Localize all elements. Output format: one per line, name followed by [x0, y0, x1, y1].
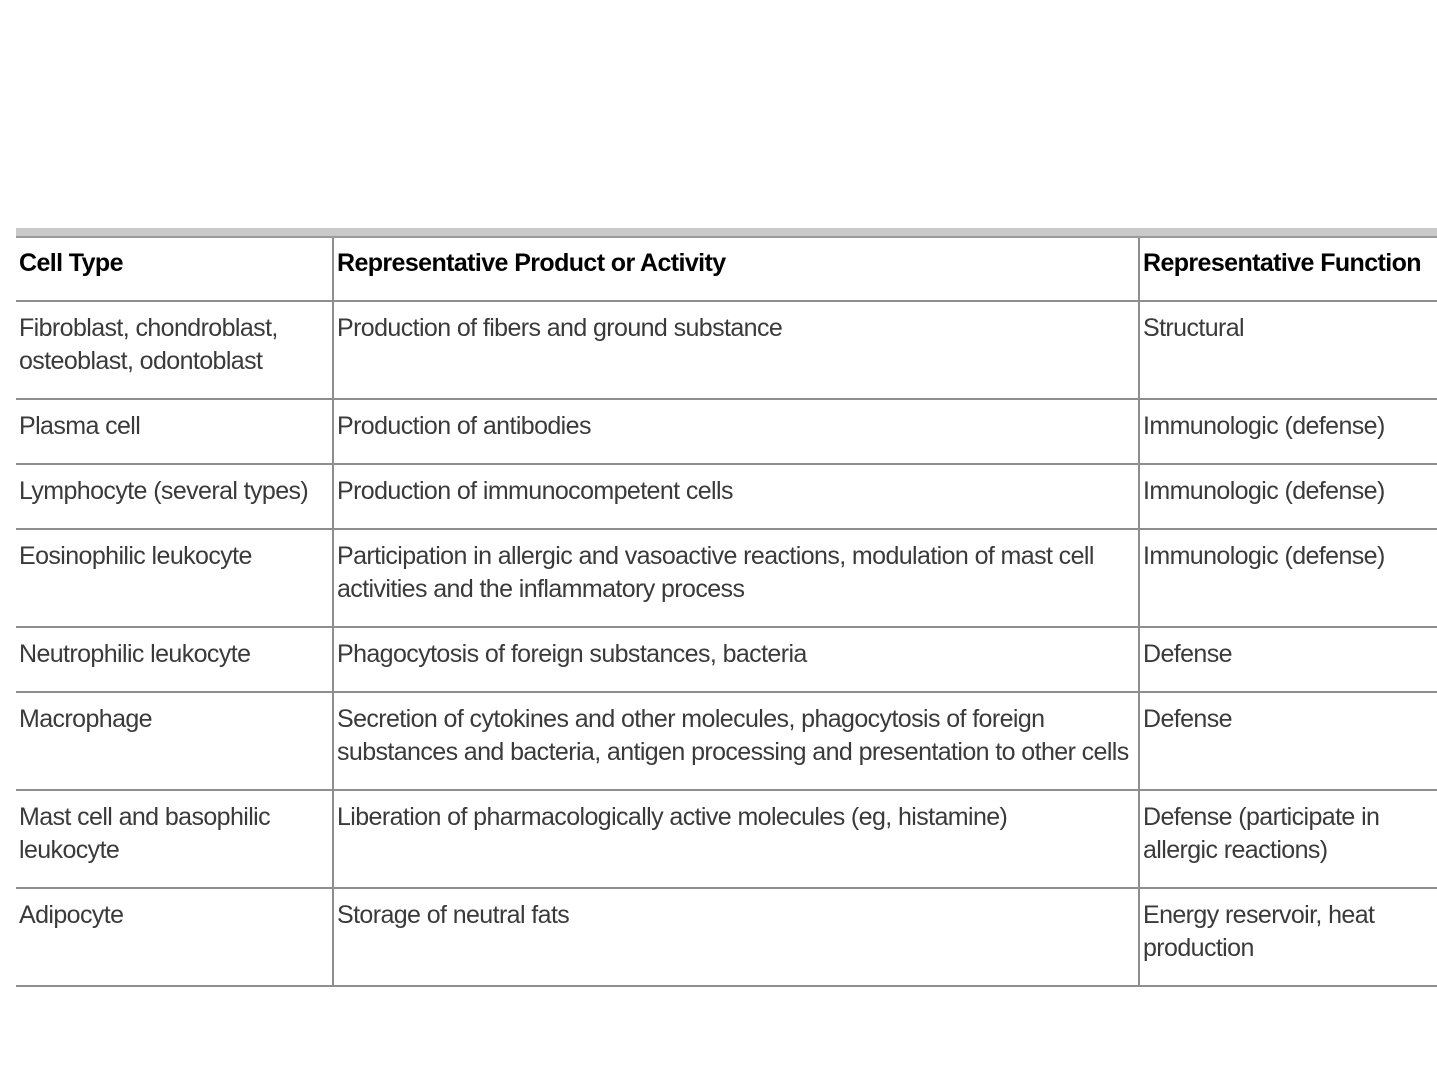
cell-type-cell-line: Mast cell and basophilic	[19, 803, 271, 831]
function-cell-line: Defense	[1143, 705, 1232, 733]
function-cell	[1139, 399, 1437, 464]
product-cell-line: Secretion of cytokines and other molecules, phagocytosis of foreign	[337, 705, 1045, 733]
cell-type-cell	[16, 888, 333, 986]
product-cell	[333, 301, 1139, 399]
function-cell	[1139, 888, 1437, 986]
table-top-rule	[16, 228, 1437, 238]
cell-type-cell	[16, 301, 333, 399]
product-cell	[333, 692, 1139, 790]
product-cell-line: Production of fibers and ground substance	[337, 314, 783, 342]
function-cell-line: Energy reservoir, heat	[1143, 901, 1375, 929]
product-cell-line: Storage of neutral fats	[337, 901, 570, 929]
cell-type-cell-line: Neutrophilic leukocyte	[19, 640, 251, 668]
table-row	[16, 692, 1437, 790]
cell-type-cell	[16, 790, 333, 888]
header-row	[16, 238, 1437, 301]
connective-tissue-cells-table	[16, 228, 1437, 987]
product-cell-line: substances and bacteria, antigen processing and presentation to other cells	[337, 738, 1129, 766]
header-cell-type: Cell Type	[16, 238, 333, 301]
function-cell	[1139, 529, 1437, 627]
cell-type-cell-line: Plasma cell	[19, 412, 141, 440]
product-cell-line: Phagocytosis of foreign substances, bacteria	[337, 640, 807, 668]
function-cell-line: allergic reactions)	[1143, 836, 1328, 864]
cell-type-cell-line: Macrophage	[19, 705, 152, 733]
function-cell-line: Defense	[1143, 640, 1232, 668]
product-cell	[333, 529, 1139, 627]
function-cell-line: Defense (participate in	[1143, 803, 1380, 831]
product-cell	[333, 399, 1139, 464]
product-cell-line: Production of antibodies	[337, 412, 591, 440]
table-row	[16, 627, 1437, 692]
cell-type-cell-line: Adipocyte	[19, 901, 124, 929]
function-cell	[1139, 692, 1437, 790]
cell-type-cell	[16, 692, 333, 790]
cell-type-cell-line: Eosinophilic leukocyte	[19, 542, 252, 570]
cell-type-cell-line: Lymphocyte (several types)	[19, 477, 309, 505]
function-cell-line: Immunologic (defense)	[1143, 477, 1385, 505]
function-cell-line: Immunologic (defense)	[1143, 542, 1385, 570]
cell-type-cell-line: osteoblast, odontoblast	[19, 347, 263, 375]
cell-type-cell-line: leukocyte	[19, 836, 120, 864]
product-cell	[333, 790, 1139, 888]
function-cell	[1139, 790, 1437, 888]
cell-type-cell	[16, 464, 333, 529]
table-row	[16, 464, 1437, 529]
function-cell	[1139, 464, 1437, 529]
header-product: Representative Product or Activity	[333, 238, 1139, 301]
function-cell	[1139, 301, 1437, 399]
function-cell-line: production	[1143, 934, 1254, 962]
cell-type-cell	[16, 529, 333, 627]
product-cell	[333, 627, 1139, 692]
cell-type-cell	[16, 399, 333, 464]
product-cell	[333, 464, 1139, 529]
table-row	[16, 790, 1437, 888]
product-cell-line: Participation in allergic and vasoactive reactions, modulation of mast cell	[337, 542, 1094, 570]
cell-table	[16, 238, 1437, 987]
table-body	[16, 301, 1437, 986]
product-cell-line: activities and the inflammatory process	[337, 575, 745, 603]
cell-type-cell	[16, 627, 333, 692]
product-cell	[333, 888, 1139, 986]
product-cell-line: Production of immunocompetent cells	[337, 477, 733, 505]
product-cell-line: Liberation of pharmacologically active molecules (eg, histamine)	[337, 803, 1008, 831]
header-function: Representative Function	[1139, 238, 1437, 301]
function-cell	[1139, 627, 1437, 692]
table-row	[16, 529, 1437, 627]
function-cell-line: Immunologic (defense)	[1143, 412, 1385, 440]
table-row	[16, 399, 1437, 464]
table-row	[16, 888, 1437, 986]
function-cell-line: Structural	[1143, 314, 1244, 342]
table-row	[16, 301, 1437, 399]
cell-type-cell-line: Fibroblast, chondroblast,	[19, 314, 278, 342]
